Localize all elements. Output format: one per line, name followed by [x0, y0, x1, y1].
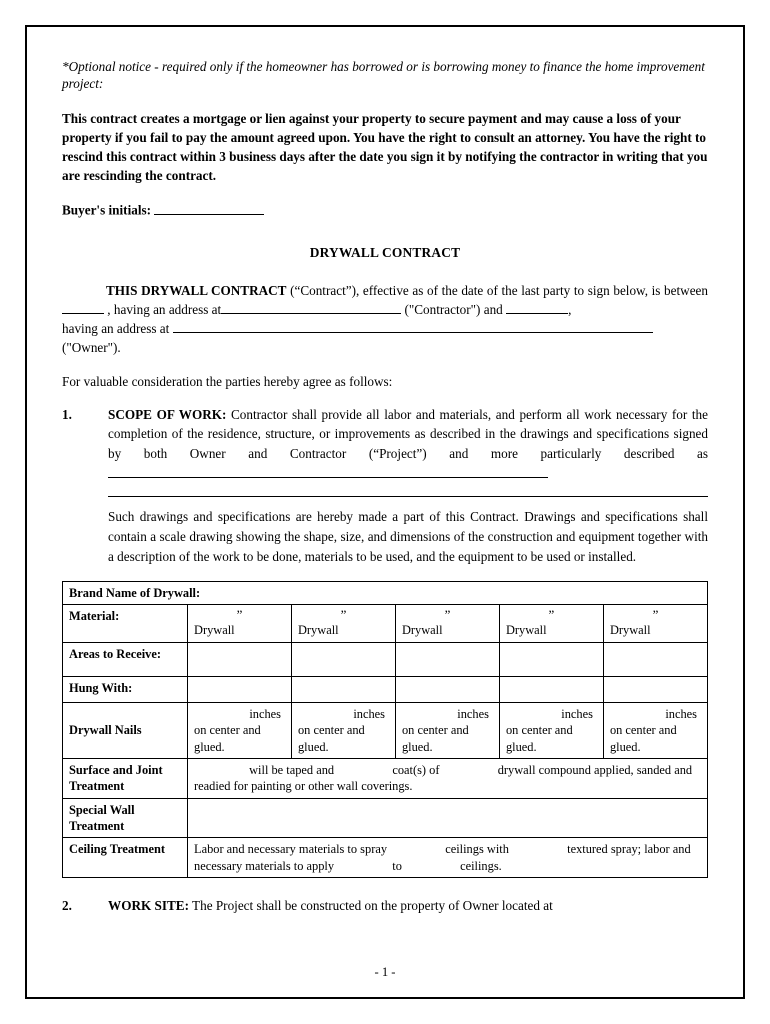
table-row-special — [63, 798, 708, 838]
material-cell-2[interactable] — [291, 605, 395, 643]
ceiling-treatment-label: Ceiling Treatment — [63, 838, 188, 878]
material-name-5: Drywall — [609, 623, 651, 638]
hung-with-cell-2[interactable] — [291, 676, 395, 702]
hung-with-cell-3[interactable] — [395, 676, 499, 702]
material-cell-5[interactable] — [603, 605, 707, 643]
intro-line3: having an address at — [62, 321, 170, 337]
nails-detail-2: on center and glued. — [297, 723, 365, 754]
nails-unit-4: inches — [561, 706, 593, 721]
nails-detail-3: on center and glued. — [401, 723, 469, 754]
material-quote-2: ” — [340, 607, 347, 623]
nails-detail-4: on center and glued. — [505, 723, 573, 754]
special-wall-cell[interactable] — [188, 798, 708, 838]
clause-1-body — [108, 405, 708, 498]
ceiling-treatment-cell[interactable] — [188, 838, 708, 878]
ceiling-text-3: textured spray; labor and necessary materials to apply — [194, 842, 691, 873]
optional-notice: *Optional notice - required only if the homeowner has borrowed or is borrowing money to finance the home improvement project: — [62, 59, 705, 92]
table-row-ceiling — [63, 838, 708, 878]
areas-cell-4[interactable] — [499, 642, 603, 676]
mortgage-warning: This contract creates a mortgage or lien against your property to secure payment and may cause a loss of your property if you fail to pay the amount agreed upon. You have the right to consult an attorney. You have the right to rescind this contract within 3 business days after the date you sign it by notifying the contractor in writing that you are rescinding the contract. — [62, 110, 708, 184]
hung-with-cell-4[interactable] — [499, 676, 603, 702]
special-wall-label: Special Wall Treatment — [63, 798, 188, 838]
surface-text-2: coat(s) of — [392, 762, 440, 777]
material-quote-4: ” — [548, 607, 555, 623]
material-quote-1: ” — [236, 607, 243, 623]
buyer-initials-blank[interactable] — [154, 201, 264, 215]
clause-1 — [62, 405, 708, 498]
material-cell-3[interactable] — [395, 605, 499, 643]
material-label: Material: — [63, 605, 188, 643]
buyer-initials-label: Buyer's initials: — [62, 202, 152, 218]
scope-description-blank-1[interactable] — [108, 465, 548, 479]
clause-1-lead: SCOPE OF WORK: — [108, 406, 227, 422]
hung-with-cell-5[interactable] — [603, 676, 707, 702]
nails-unit-3: inches — [457, 706, 489, 721]
intro-line4: ("Owner"). — [62, 340, 121, 356]
table-row-hung-with — [63, 676, 708, 702]
material-name-3: Drywall — [401, 623, 443, 638]
table-row-surface — [63, 758, 708, 798]
material-name-2: Drywall — [297, 623, 339, 638]
material-name-1: Drywall — [194, 623, 235, 638]
consideration-paragraph: For valuable consideration the parties hereby agree as follows: — [62, 373, 393, 389]
nails-cell-5[interactable] — [603, 702, 707, 758]
clause-1-text: Contractor shall provide all labor and materials, and perform all work necessary for the completion of the residence, structure, or improvements as described in the drawings and specifications signed by both Owner and Contractor (“Project”) and more particularly described as — [108, 406, 708, 462]
clause-2-body — [108, 896, 708, 916]
contractor-name-blank[interactable] — [62, 301, 104, 315]
hung-with-label: Hung With: — [63, 676, 188, 702]
clause-1-number: 1. — [62, 406, 72, 422]
drywall-specification-table — [62, 581, 708, 878]
areas-cell-3[interactable] — [395, 642, 499, 676]
surface-text-1: will be taped and — [249, 762, 335, 777]
nails-cell-3[interactable] — [395, 702, 499, 758]
material-quote-5: ” — [652, 607, 659, 623]
brand-name-label: Brand Name of Drywall: — [63, 581, 708, 604]
surface-joint-cell[interactable] — [188, 758, 708, 798]
intro-rest-3: ("Contractor") and — [404, 302, 503, 318]
ceiling-text-5: ceilings. — [460, 858, 502, 873]
nails-unit-1: inches — [249, 706, 281, 721]
table-row-brand — [63, 581, 708, 604]
material-cell-4[interactable] — [499, 605, 603, 643]
ceiling-text-4: to — [392, 858, 402, 873]
nails-cell-1[interactable] — [188, 702, 292, 758]
material-cell-1[interactable] — [188, 605, 292, 643]
nails-unit-5: inches — [665, 706, 697, 721]
ceiling-text-2: ceilings with — [445, 842, 509, 857]
clause-1-sub: Such drawings and specifications are hereby made a part of this Contract. Drawings and specifications shall contain a scale drawing showing the shape, size, and dimensions of the construction and equipment together with a description of the work to be done, materials to be used, and the equipment to be used or installed. — [108, 509, 708, 564]
table-row-material — [63, 605, 708, 643]
intro-lead: THIS DRYWALL CONTRACT — [106, 282, 287, 298]
ceiling-text-1: Labor and necessary materials to spray — [194, 842, 388, 857]
table-row-areas — [63, 642, 708, 676]
page-footer: - 1 - — [374, 965, 396, 979]
clause-2 — [62, 896, 708, 916]
intro-rest-2: , having an address at — [107, 302, 222, 318]
page-title: DRYWALL CONTRACT — [309, 244, 461, 260]
nails-detail-1: on center and glued. — [194, 723, 261, 754]
clause-2-lead: WORK SITE: — [108, 898, 189, 914]
nails-detail-5: on center and glued. — [609, 723, 677, 754]
nails-unit-2: inches — [353, 706, 385, 721]
intro-paragraph — [62, 281, 708, 358]
clause-2-number: 2. — [62, 898, 72, 914]
intro-rest-4: , — [568, 302, 572, 318]
table-row-nails — [63, 702, 708, 758]
areas-cell-5[interactable] — [603, 642, 707, 676]
drywall-nails-label: Drywall Nails — [63, 702, 188, 758]
nails-cell-2[interactable] — [291, 702, 395, 758]
buyer-initials-line — [62, 201, 708, 219]
owner-name-blank[interactable] — [506, 301, 568, 315]
areas-cell-2[interactable] — [291, 642, 395, 676]
clause-2-text: The Project shall be constructed on the property of Owner located at — [192, 898, 553, 914]
areas-cell-1[interactable] — [188, 642, 292, 676]
nails-cell-4[interactable] — [499, 702, 603, 758]
material-quote-3: ” — [444, 607, 451, 623]
hung-with-cell-1[interactable] — [188, 676, 292, 702]
material-name-4: Drywall — [505, 623, 547, 638]
document-content — [62, 58, 708, 926]
contractor-address-blank[interactable] — [221, 301, 401, 315]
owner-address-blank[interactable] — [173, 320, 653, 334]
surface-joint-label: Surface and Joint Treatment — [63, 758, 188, 798]
intro-rest-1: (“Contract”), effective as of the date of the last party to sign below, is between — [290, 282, 708, 298]
surface-text-3: drywall compound applied, sanded and readied for painting or other wall coverings. — [194, 762, 693, 794]
areas-to-receive-label: Areas to Receive: — [63, 642, 188, 676]
scope-description-blank-2[interactable] — [108, 484, 708, 498]
